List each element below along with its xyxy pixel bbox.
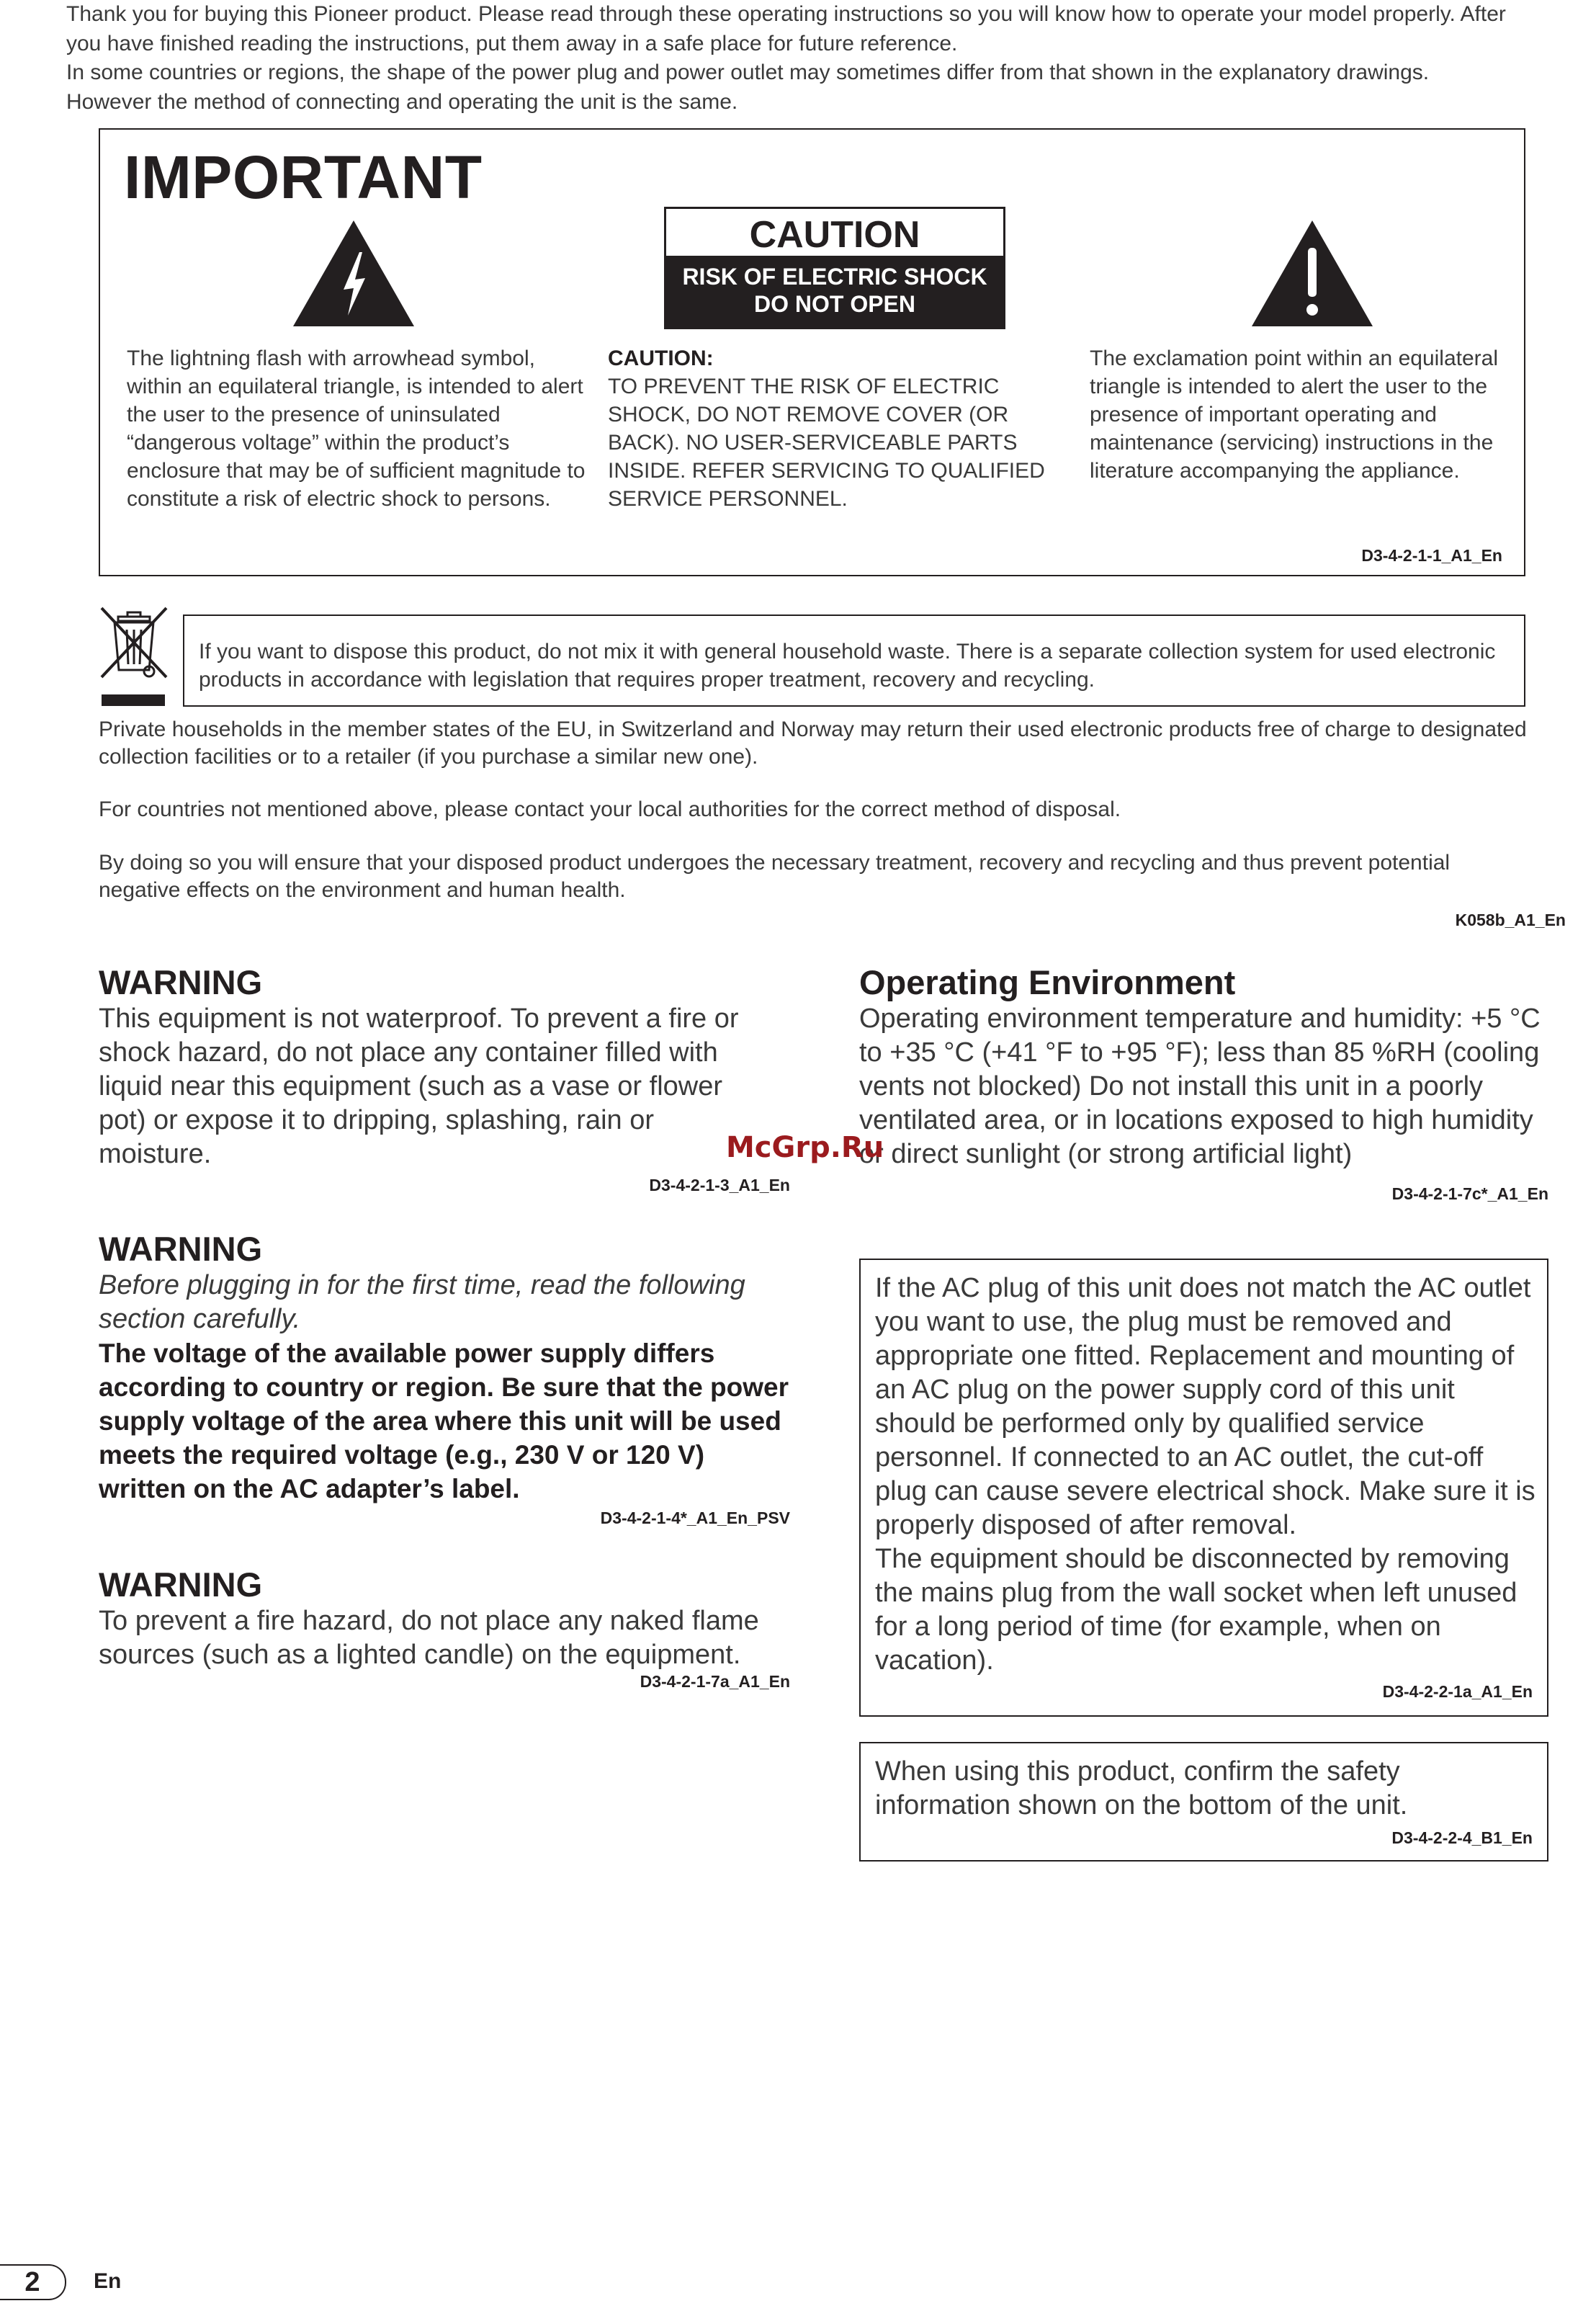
caution-label-heading: CAUTION	[749, 214, 920, 256]
safety-info-box	[859, 1742, 1548, 1862]
lightning-description: The lightning flash with arrowhead symbol, within an equilateral triangle, is intended to alert the user to the presence of uninsulated “dangerous voltage” within the product’s enclosure that may be of sufficient magnitude to constitute a risk of electric shock to persons.	[127, 347, 586, 511]
crossed-bin-icon	[99, 605, 169, 707]
operating-environment	[859, 962, 1548, 1204]
caution-label-band	[666, 256, 1003, 327]
important-title: IMPORTANT	[124, 143, 483, 211]
disposal-paragraph: For countries not mentioned above, please contact your local authorities for the correct method of disposal.	[99, 797, 1121, 821]
intro-text	[66, 0, 1579, 117]
ac-plug-paragraph: If the AC plug of this unit does not match the AC outlet you want to use, the plug must be removed and appropriate one fitted. Replacement and mounting of an AC plug on the power supply cord of this unit should be performed only by qualified service personnel. If connected to an AC outlet, the cut-off plug can cause severe electrical shock. Make sure it is properly disposed of after removal.	[875, 1273, 1536, 1540]
page-number: 2	[0, 2264, 66, 2300]
warning-bold-text: The voltage of the available power supply differs according to country or region. Be sure that the power supply voltage of the area where this unit will be used meets the required voltage (e.g., 230 V or 120 V) written on the AC adapter’s label.	[99, 1339, 789, 1503]
operating-environment-text: Operating environment temperature and humidity: +5 °C to +35 °C (+41 °F to +95 °F); less than 85 %RH (cooling vents not blocked) Do not install this unit in a poorly ventilated area, or in locations exposed to high humidity or direct sunlight (or strong artificial light)	[859, 1004, 1541, 1169]
warning-flame	[99, 1565, 790, 1691]
intro-line: However the method of connecting and operating the unit is the same.	[66, 89, 738, 114]
warning-text: This equipment is not waterproof. To prevent a fire or shock hazard, do not place any container filled with liquid near this equipment (such as a vase or flower pot) or expose it to dripping, splashing, rain or moisture.	[99, 1004, 739, 1169]
warning-heading: WARNING	[99, 1565, 263, 1604]
reference-code: D3-4-2-2-4_B1_En	[1391, 1828, 1533, 1847]
caution-label-line: DO NOT OPEN	[753, 291, 915, 317]
warning-text: To prevent a fire hazard, do not place any naked flame sources (such as a lighted candle) on the equipment.	[99, 1606, 759, 1670]
exclamation-description: The exclamation point within an equilateral triangle is intended to alert the user to the presence of important operating and maintenance (servicing) instructions in the literature accompanying the appliance.	[1090, 347, 1498, 483]
reference-code: D3-4-2-1-7a_A1_En	[640, 1672, 790, 1691]
important-box	[99, 128, 1525, 576]
warning-waterproof	[99, 962, 790, 1195]
language-label: En	[94, 2269, 122, 2293]
disposal-paragraph: Private households in the member states of the EU, in Switzerland and Norway may return their used electronic products free of charge to designated collection facilities or to a retailer (if you purchase a similar new one).	[99, 718, 1527, 769]
warning-heading: WARNING	[99, 1230, 263, 1268]
ac-plug-text	[875, 1272, 1538, 1678]
reference-code: K058b_A1_En	[1455, 911, 1566, 929]
reference-code: D3-4-2-1-3_A1_En	[649, 1176, 790, 1194]
caution-label-line: RISK OF ELECTRIC SHOCK	[682, 264, 987, 290]
reference-code: D3-4-2-1-1_A1_En	[1361, 546, 1502, 565]
intro-line: Thank you for buying this Pioneer product. Please read through these operating instructions so you will know how to operate your model properly. After	[66, 2, 1506, 26]
warning-voltage	[99, 1229, 790, 1528]
warning-heading: WARNING	[99, 963, 263, 1001]
caution-label	[664, 207, 1005, 329]
reference-code: D3-4-2-2-1a_A1_En	[1382, 1682, 1533, 1701]
caution-text: TO PREVENT THE RISK OF ELECTRIC SHOCK, DO NOT REMOVE COVER (OR BACK). NO USER-SERVICEABLE PARTS INSIDE. REFER SERVICING TO QUALIFIED SERVICE PERSONNEL.	[608, 375, 1045, 511]
exclamation-warning-icon	[1249, 218, 1376, 329]
ac-plug-box	[859, 1259, 1548, 1717]
reference-code: D3-4-2-1-4*_A1_En_PSV	[600, 1509, 790, 1527]
intro-line: you have finished reading the instructions, put them away in a safe place for future reference.	[66, 31, 958, 55]
reference-code: D3-4-2-1-7c*_A1_En	[1391, 1184, 1548, 1203]
watermark: McGrp.Ru	[726, 1131, 884, 1164]
lightning-warning-icon	[290, 218, 417, 329]
caution-heading: CAUTION:	[608, 347, 714, 370]
safety-info-text: When using this product, confirm the safety information shown on the bottom of the unit.	[875, 1756, 1408, 1820]
ac-plug-paragraph: The equipment should be disconnected by removing the mains plug from the wall socket when left unused for a long period of time (for example, when on vacation).	[875, 1544, 1517, 1676]
caution-description	[608, 344, 1054, 513]
warning-italic-text: Before plugging in for the first time, read the following section carefully.	[99, 1270, 745, 1334]
disposal-paragraph: By doing so you will ensure that your disposed product undergoes the necessary treatment, recovery and recycling and thus prevent potential negative effects on the environment and human health.	[99, 851, 1451, 902]
disposal-box	[183, 615, 1525, 707]
disposal-box-text: If you want to dispose this product, do not mix it with general household waste. There is a separate collection system for used electronic products in accordance with legislation that requires proper treatment, recovery and recycling.	[199, 640, 1496, 692]
intro-line: In some countries or regions, the shape of the power plug and power outlet may sometimes differ from that shown in the explanatory drawings.	[66, 61, 1430, 84]
section-heading: Operating Environment	[859, 963, 1236, 1001]
